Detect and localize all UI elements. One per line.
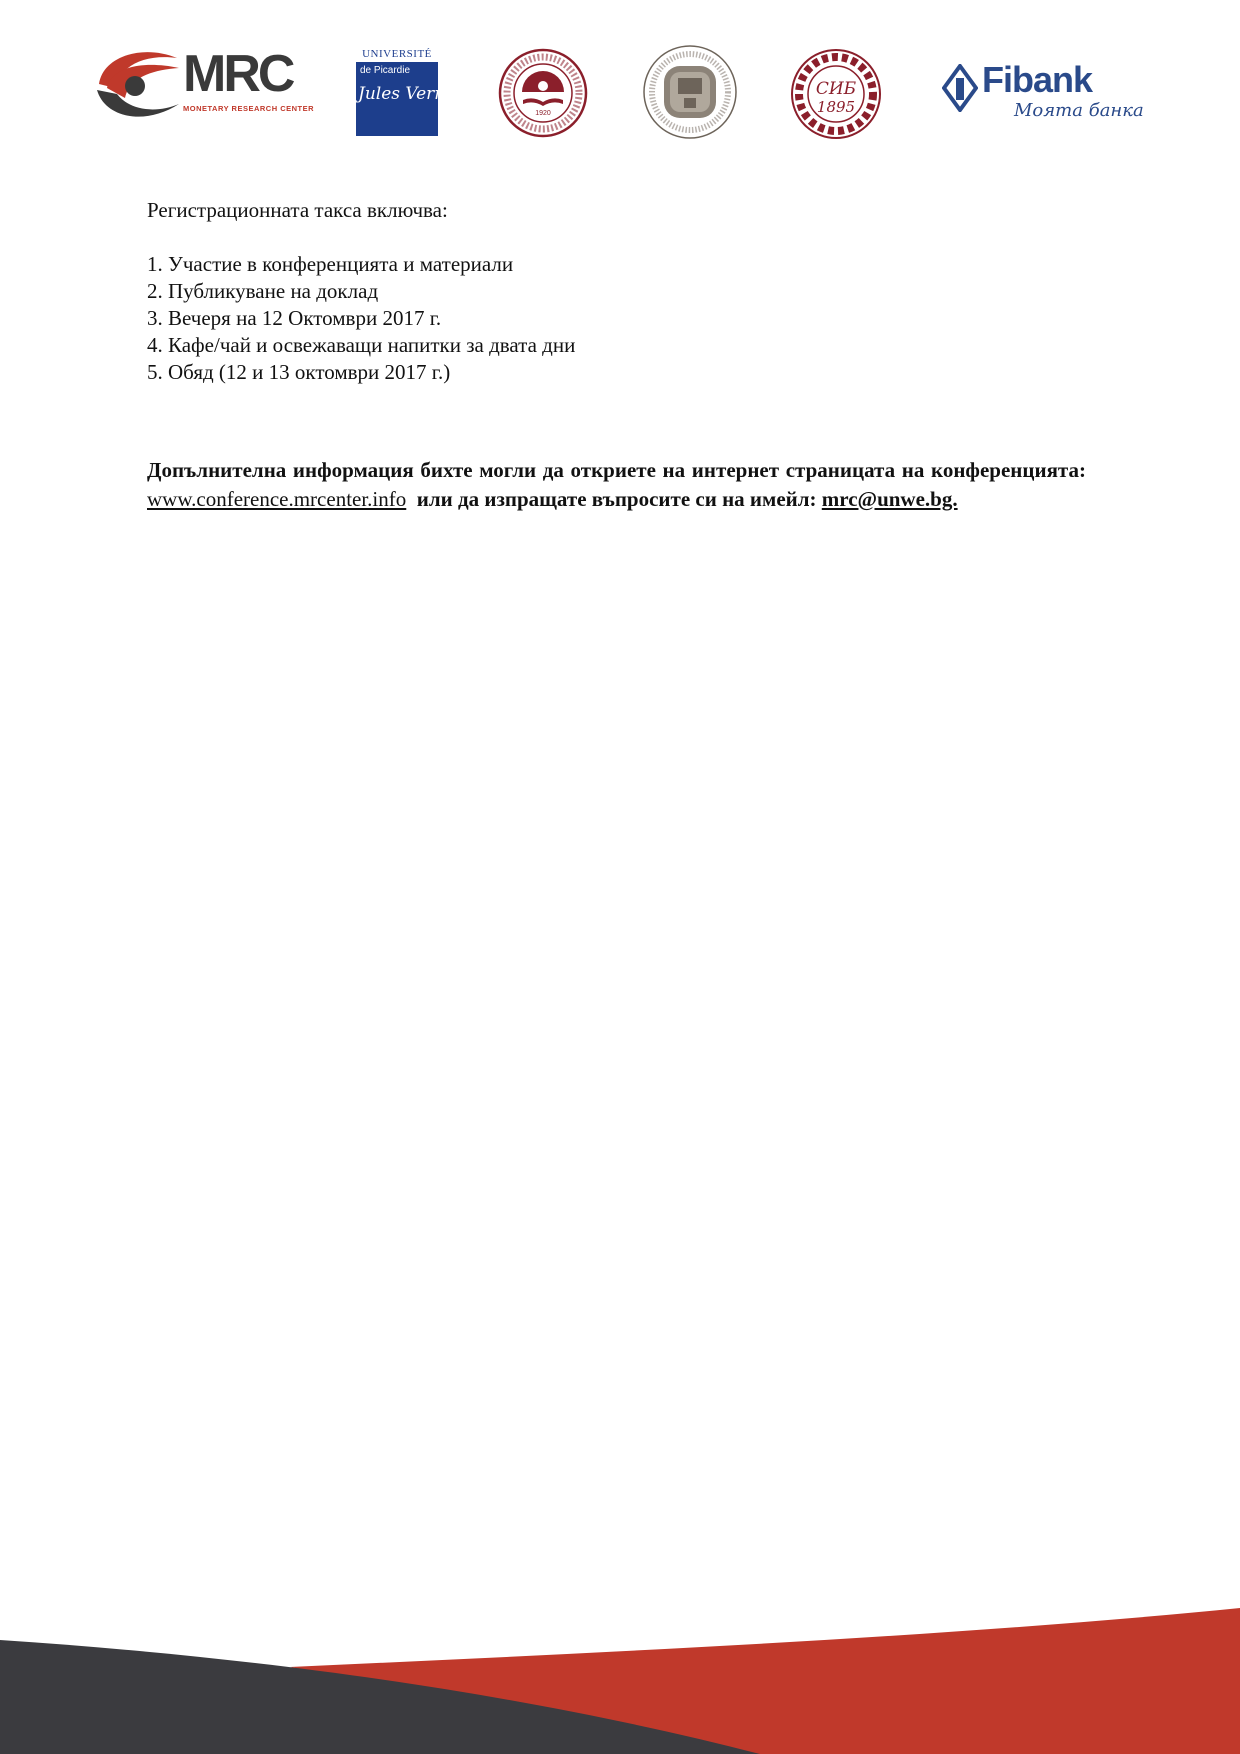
fee-item: 3. Вечеря на 12 Октомври 2017 г. — [147, 306, 442, 330]
info-lead: Допълнителна информация бихте могли да откриете на интернет страницата на конференцията: — [147, 458, 1086, 482]
sib-year: 1895 — [816, 98, 856, 116]
upjv-signature: Jules Verne — [358, 84, 456, 104]
upjv-subtitle: de Picardie — [360, 65, 411, 76]
fibank-logo — [942, 59, 1144, 134]
unwe-year: 1920 — [535, 110, 551, 117]
upjv-badge — [356, 62, 456, 136]
mrc-swoosh-icon — [95, 44, 185, 124]
fee-item: 1. Участие в конференцията и материали — [147, 252, 514, 276]
fee-list — [147, 251, 1086, 386]
fee-item: 4. Кафе/чай и освежаващи напитки за двата дни — [147, 333, 576, 357]
document-body — [147, 197, 1086, 386]
mrc-wordmark: MRC — [183, 45, 293, 103]
fee-item: 5. Обяд (12 и 13 октомври 2017 г.) — [147, 360, 451, 384]
upjv-title: UNIVERSITÉ — [362, 48, 432, 60]
fibank-wordmark: Fibank — [982, 59, 1093, 100]
fee-item: 2. Публикуване на доклад — [147, 279, 379, 303]
research-seal-logo — [642, 44, 738, 140]
conference-website-link[interactable]: www.conference.mrcenter.info — [147, 486, 407, 511]
sib-1895-logo — [790, 48, 882, 140]
additional-info — [147, 456, 1086, 513]
fibank-tagline: Моята банка — [1014, 100, 1144, 121]
contact-email-link[interactable]: mrc@unwe.bg. — [821, 486, 958, 511]
mrc-logo — [95, 44, 315, 124]
mrc-subtitle: MONETARY RESEARCH CENTER — [183, 104, 315, 113]
fibank-mark-icon — [942, 64, 978, 112]
unwe-seal-logo — [498, 48, 588, 138]
info-mid: или да изпращате въпросите си на имейл: — [416, 486, 817, 511]
sib-letters: СИБ — [815, 79, 857, 99]
upjv-logo — [356, 48, 456, 136]
fee-intro: Регистрационната такса включва: — [147, 198, 448, 222]
logo-bar — [0, 0, 1240, 160]
footer-swoosh — [0, 1600, 1240, 1754]
